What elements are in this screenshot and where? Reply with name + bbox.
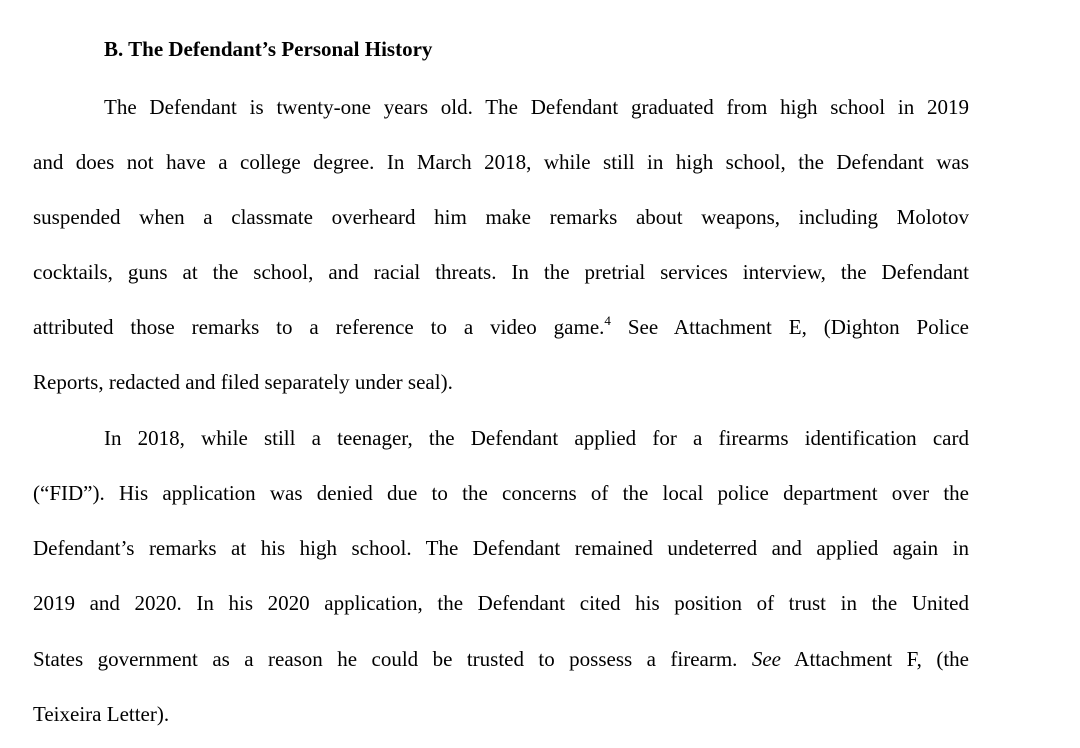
text-segment: attributed those remarks to a reference to a video game.: [33, 315, 605, 339]
text-segment: States government as a reason he could be trusted to possess a firearm.: [33, 647, 752, 671]
text-line: and does not have a college degree. In March 2018, while still in high school, the Defendant was: [33, 150, 969, 174]
text-line: 2019 and 2020. In his 2020 application, the Defendant cited his position of trust in the United: [33, 591, 969, 615]
text-line: Reports, redacted and filed separately under seal).: [33, 370, 453, 394]
section-heading: B. The Defendant’s Personal History: [104, 37, 433, 61]
text-line: suspended when a classmate overheard him make remarks about weapons, including Molotov: [33, 205, 969, 229]
text-line: Defendant’s remarks at his high school. The Defendant remained undeterred and applied again in: [33, 536, 969, 560]
text-line: cocktails, guns at the school, and racial threats. In the pretrial services interview, the Defendant: [33, 260, 969, 284]
text-line: In 2018, while still a teenager, the Defendant applied for a firearms identification card: [104, 426, 969, 450]
text-segment: See Attachment E, (Dighton Police: [610, 315, 969, 339]
footnote-reference: 4: [604, 313, 611, 328]
text-line: (“FID”). His application was denied due to the concerns of the local police department over the: [33, 481, 969, 505]
text-line: [33, 313, 969, 341]
text-line: [33, 645, 969, 673]
text-line: The Defendant is twenty-one years old. The Defendant graduated from high school in 2019: [104, 95, 969, 119]
italic-see: See: [751, 647, 781, 671]
text-segment: Attachment F, (the: [781, 647, 969, 671]
text-line: Teixeira Letter).: [33, 702, 170, 726]
